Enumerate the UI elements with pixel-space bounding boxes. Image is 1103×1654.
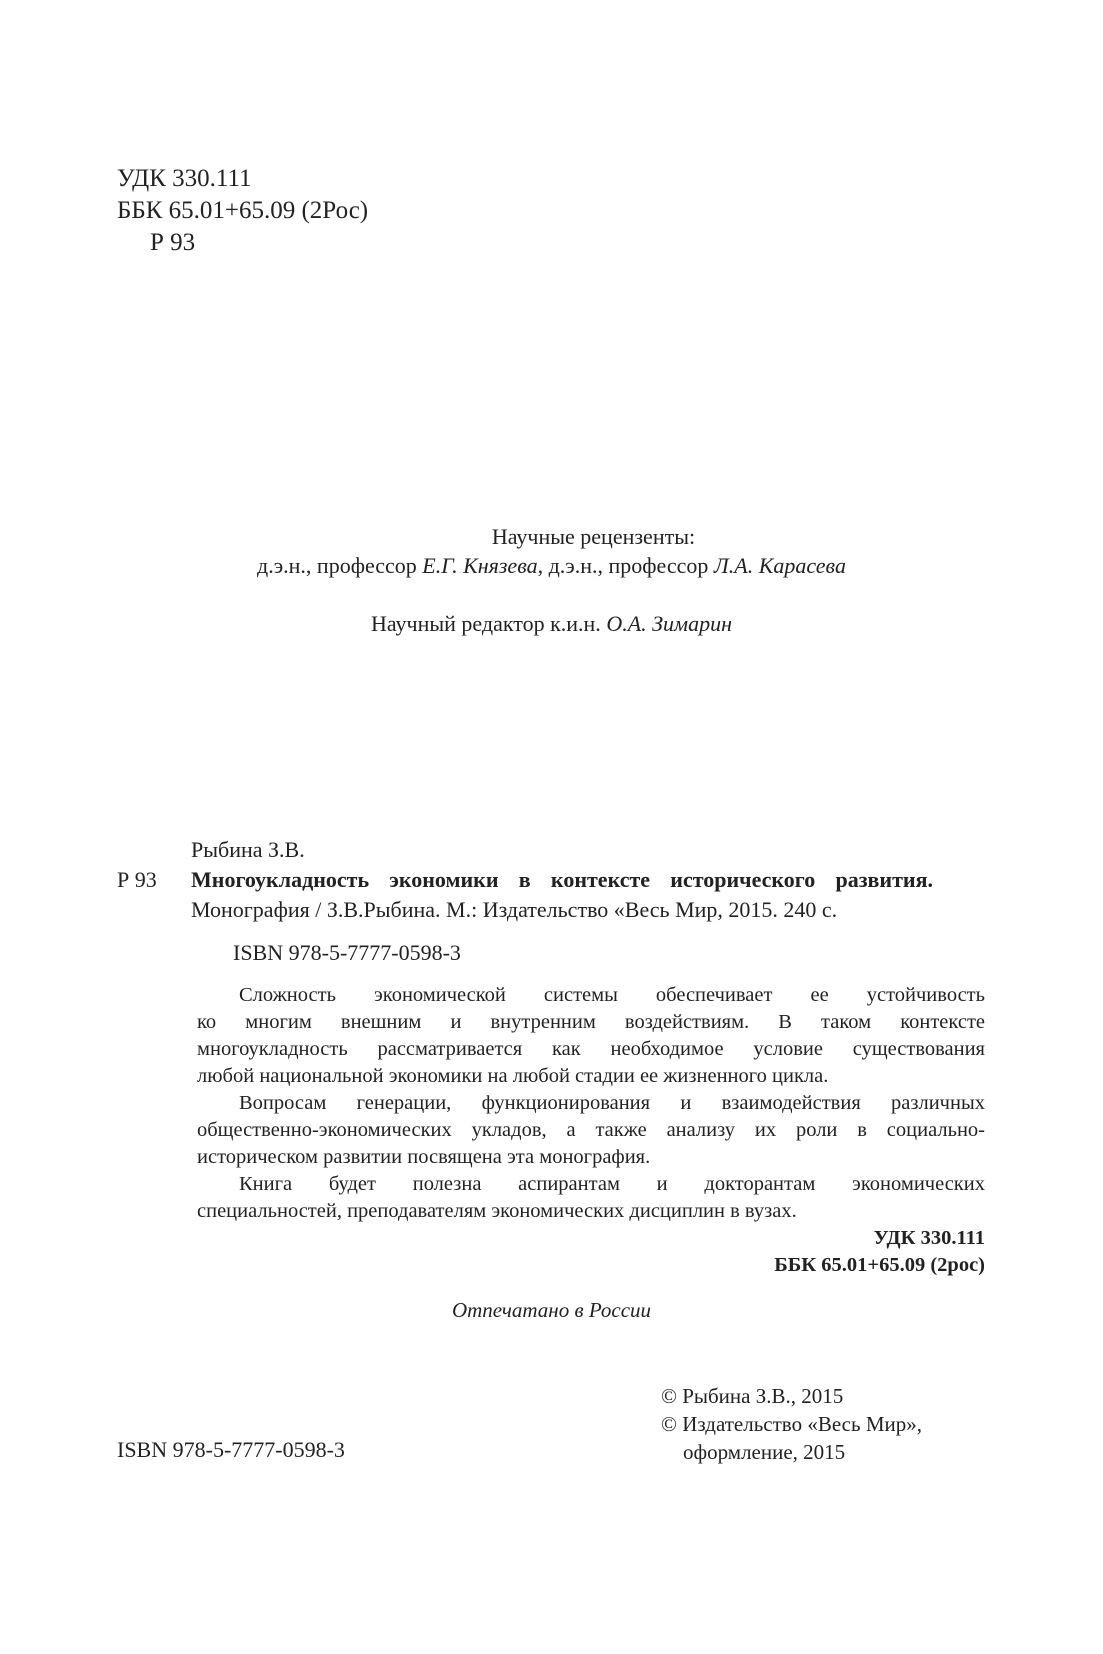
editor-degree: Научный редактор к.и.н. xyxy=(370,611,607,636)
annotation-line: любой национальной экономики на любой стадии ее жизненного цикла. xyxy=(197,1065,829,1087)
annotation-line: Сложность экономической системы обеспечивает ее устойчивость xyxy=(239,984,985,1006)
scientific-editor xyxy=(0,609,1103,639)
annotation-udk: УДК 330.111 xyxy=(873,1227,985,1249)
reviewers-line xyxy=(0,551,1103,581)
copyright-publisher: © Издательство «Весь Мир», xyxy=(661,1412,922,1436)
annotation-line: общественно-экономических укладов, а также анализу их роли в социально- xyxy=(197,1119,985,1141)
annotation-line: историческом развитии посвящена эта монография. xyxy=(197,1146,651,1168)
reviewer-2-name: Л.А. Карасева xyxy=(713,553,846,578)
bib-title: Многоукладность экономики в контексте исторического развития. xyxy=(191,867,933,892)
footer-isbn: ISBN 978-5-7777-0598-3 xyxy=(117,1437,345,1462)
bib-author: Рыбина З.В. xyxy=(191,837,305,862)
bib-isbn: ISBN 978-5-7777-0598-3 xyxy=(233,940,461,965)
bib-author-mark: Р 93 xyxy=(117,867,157,892)
annotation-bbk: ББК 65.01+65.09 (2рос) xyxy=(774,1254,985,1276)
reviewer-1-degree: д.э.н., профессор xyxy=(257,553,423,578)
annotation-line: Книга будет полезна аспирантам и докторантам экономических xyxy=(239,1173,985,1195)
annotation-line: многоукладность рассматривается как необходимое условие существования xyxy=(197,1038,985,1060)
annotation-line: ко многим внешним и внутренним воздействиям. В таком контексте xyxy=(197,1011,985,1033)
copyright-design: оформление, 2015 xyxy=(683,1440,846,1464)
reviewers-title: Научные рецензенты: xyxy=(491,524,696,549)
bib-details: Монография / З.В.Рыбина. М.: Издательство «Весь Мир, 2015. 240 с. xyxy=(191,897,838,922)
printed-in-russia: Отпечатано в России xyxy=(451,1298,652,1322)
reviewer-2-degree: , д.э.н., профессор xyxy=(537,553,714,578)
annotation-line: специальностей, преподавателям экономических дисциплин в вузах. xyxy=(197,1200,797,1222)
bbk-code-top: ББК 65.01+65.09 (2Рос) xyxy=(117,197,369,224)
udk-code-top: УДК 330.111 xyxy=(117,165,252,192)
annotation-line: Вопросам генерации, функционирования и взаимодействия различных xyxy=(239,1092,985,1114)
reviewer-1-name: Е.Г. Князева xyxy=(422,553,538,578)
copyright-author: © Рыбина З.В., 2015 xyxy=(661,1384,844,1408)
author-mark-top: Р 93 xyxy=(150,229,196,256)
annotation xyxy=(197,982,985,1279)
editor-name: О.А. Зимарин xyxy=(606,611,732,636)
